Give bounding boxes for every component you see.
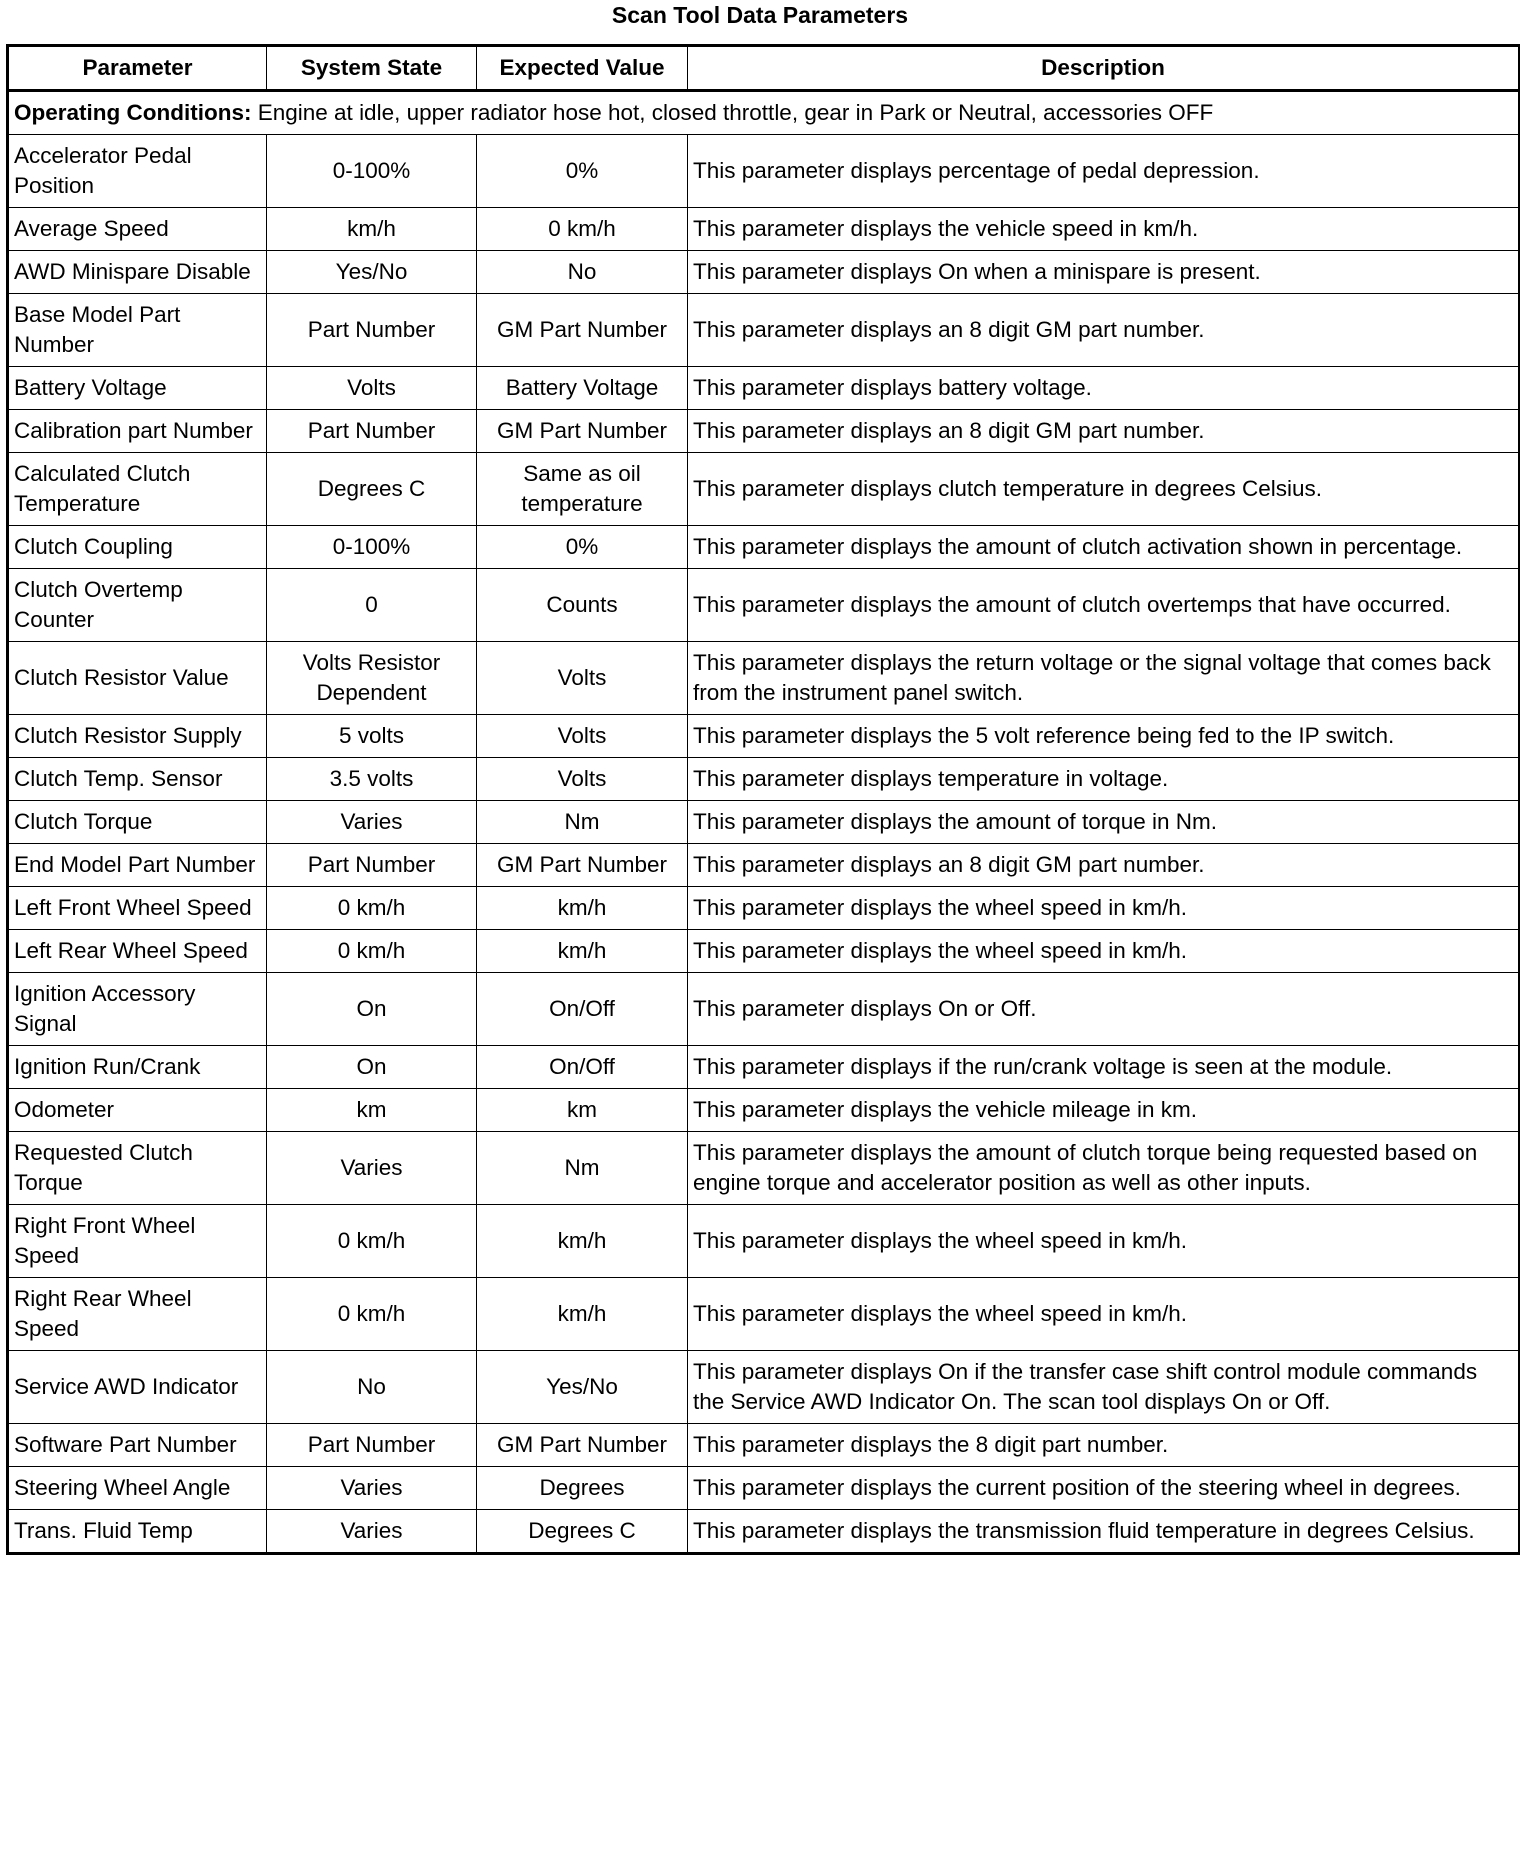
operating-conditions-label: Operating Conditions: bbox=[14, 100, 252, 125]
table-row bbox=[8, 1467, 1520, 1510]
system-state-cell: Varies bbox=[267, 801, 477, 844]
table-row bbox=[8, 135, 1520, 208]
system-state-cell: Part Number bbox=[267, 410, 477, 453]
parameter-cell: End Model Part Number bbox=[8, 844, 267, 887]
parameter-cell: Clutch Resistor Supply bbox=[8, 715, 267, 758]
parameter-cell: Clutch Temp. Sensor bbox=[8, 758, 267, 801]
system-state-cell: Volts bbox=[267, 367, 477, 410]
description-cell: This parameter displays an 8 digit GM part number. bbox=[688, 844, 1520, 887]
description-cell: This parameter displays the 5 volt reference being fed to the IP switch. bbox=[688, 715, 1520, 758]
table-row bbox=[8, 208, 1520, 251]
table-row bbox=[8, 642, 1520, 715]
table-row bbox=[8, 453, 1520, 526]
table-header-row bbox=[8, 46, 1520, 91]
parameter-cell: Left Front Wheel Speed bbox=[8, 887, 267, 930]
system-state-cell: 0-100% bbox=[267, 526, 477, 569]
table-row bbox=[8, 1510, 1520, 1554]
parameter-cell: Battery Voltage bbox=[8, 367, 267, 410]
description-cell: This parameter displays the vehicle mileage in km. bbox=[688, 1089, 1520, 1132]
description-cell: This parameter displays the amount of torque in Nm. bbox=[688, 801, 1520, 844]
table-row bbox=[8, 887, 1520, 930]
parameter-cell: Right Rear Wheel Speed bbox=[8, 1278, 267, 1351]
system-state-cell: 0 km/h bbox=[267, 1205, 477, 1278]
expected-value-cell: Counts bbox=[477, 569, 688, 642]
expected-value-cell: km/h bbox=[477, 1278, 688, 1351]
table-row bbox=[8, 1278, 1520, 1351]
table-row bbox=[8, 1424, 1520, 1467]
system-state-cell: 0 km/h bbox=[267, 930, 477, 973]
description-cell: This parameter displays an 8 digit GM part number. bbox=[688, 410, 1520, 453]
table-row bbox=[8, 973, 1520, 1046]
description-cell: This parameter displays if the run/crank voltage is seen at the module. bbox=[688, 1046, 1520, 1089]
header-expected-value: Expected Value bbox=[477, 46, 688, 91]
expected-value-cell: 0% bbox=[477, 526, 688, 569]
expected-value-cell: Volts bbox=[477, 715, 688, 758]
expected-value-cell: 0 km/h bbox=[477, 208, 688, 251]
expected-value-cell: No bbox=[477, 251, 688, 294]
system-state-cell: Part Number bbox=[267, 1424, 477, 1467]
expected-value-cell: GM Part Number bbox=[477, 294, 688, 367]
table-row bbox=[8, 569, 1520, 642]
parameter-cell: Right Front Wheel Speed bbox=[8, 1205, 267, 1278]
parameter-cell: Steering Wheel Angle bbox=[8, 1467, 267, 1510]
table-row bbox=[8, 294, 1520, 367]
header-parameter: Parameter bbox=[8, 46, 267, 91]
parameter-cell: Ignition Accessory Signal bbox=[8, 973, 267, 1046]
header-description: Description bbox=[688, 46, 1520, 91]
table-row bbox=[8, 526, 1520, 569]
parameter-cell: Average Speed bbox=[8, 208, 267, 251]
description-cell: This parameter displays the current position of the steering wheel in degrees. bbox=[688, 1467, 1520, 1510]
table-row bbox=[8, 1132, 1520, 1205]
expected-value-cell: GM Part Number bbox=[477, 844, 688, 887]
system-state-cell: Yes/No bbox=[267, 251, 477, 294]
expected-value-cell: Volts bbox=[477, 642, 688, 715]
table-row bbox=[8, 715, 1520, 758]
expected-value-cell: GM Part Number bbox=[477, 410, 688, 453]
description-cell: This parameter displays temperature in voltage. bbox=[688, 758, 1520, 801]
page-title: Scan Tool Data Parameters bbox=[611, 2, 909, 28]
system-state-cell: km/h bbox=[267, 208, 477, 251]
table-row bbox=[8, 1205, 1520, 1278]
system-state-cell: 0-100% bbox=[267, 135, 477, 208]
expected-value-cell: km/h bbox=[477, 930, 688, 973]
parameter-cell: Left Rear Wheel Speed bbox=[8, 930, 267, 973]
table-row bbox=[8, 1046, 1520, 1089]
expected-value-cell: 0% bbox=[477, 135, 688, 208]
system-state-cell: 5 volts bbox=[267, 715, 477, 758]
parameter-cell: Software Part Number bbox=[8, 1424, 267, 1467]
description-cell: This parameter displays clutch temperature in degrees Celsius. bbox=[688, 453, 1520, 526]
table-row bbox=[8, 251, 1520, 294]
system-state-cell: Part Number bbox=[267, 844, 477, 887]
table-row bbox=[8, 844, 1520, 887]
expected-value-cell: Nm bbox=[477, 1132, 688, 1205]
description-cell: This parameter displays percentage of pedal depression. bbox=[688, 135, 1520, 208]
header-system-state: System State bbox=[267, 46, 477, 91]
system-state-cell: No bbox=[267, 1351, 477, 1424]
description-cell: This parameter displays an 8 digit GM part number. bbox=[688, 294, 1520, 367]
parameter-cell: Requested Clutch Torque bbox=[8, 1132, 267, 1205]
description-cell: This parameter displays On or Off. bbox=[688, 973, 1520, 1046]
parameter-cell: Trans. Fluid Temp bbox=[8, 1510, 267, 1554]
system-state-cell: Varies bbox=[267, 1132, 477, 1205]
description-cell: This parameter displays the 8 digit part number. bbox=[688, 1424, 1520, 1467]
expected-value-cell: Same as oil temperature bbox=[477, 453, 688, 526]
expected-value-cell: Degrees C bbox=[477, 1510, 688, 1554]
system-state-cell: Varies bbox=[267, 1510, 477, 1554]
parameter-cell: Base Model Part Number bbox=[8, 294, 267, 367]
system-state-cell: 3.5 volts bbox=[267, 758, 477, 801]
expected-value-cell: km/h bbox=[477, 1205, 688, 1278]
parameter-cell: Ignition Run/Crank bbox=[8, 1046, 267, 1089]
expected-value-cell: km bbox=[477, 1089, 688, 1132]
description-cell: This parameter displays the wheel speed in km/h. bbox=[688, 1205, 1520, 1278]
expected-value-cell: Yes/No bbox=[477, 1351, 688, 1424]
description-cell: This parameter displays On when a minispare is present. bbox=[688, 251, 1520, 294]
description-cell: This parameter displays the transmission fluid temperature in degrees Celsius. bbox=[688, 1510, 1520, 1554]
parameter-cell: Clutch Overtemp Counter bbox=[8, 569, 267, 642]
scan-tool-data-table bbox=[6, 44, 1520, 1555]
system-state-cell: 0 km/h bbox=[267, 1278, 477, 1351]
system-state-cell: 0 km/h bbox=[267, 887, 477, 930]
expected-value-cell: Degrees bbox=[477, 1467, 688, 1510]
operating-conditions-row bbox=[8, 91, 1520, 135]
system-state-cell: On bbox=[267, 973, 477, 1046]
table-row bbox=[8, 801, 1520, 844]
system-state-cell: Varies bbox=[267, 1467, 477, 1510]
parameter-cell: Odometer bbox=[8, 1089, 267, 1132]
table-row bbox=[8, 758, 1520, 801]
table-row bbox=[8, 930, 1520, 973]
expected-value-cell: On/Off bbox=[477, 973, 688, 1046]
description-cell: This parameter displays the amount of clutch activation shown in percentage. bbox=[688, 526, 1520, 569]
system-state-cell: km bbox=[267, 1089, 477, 1132]
description-cell: This parameter displays the amount of clutch torque being requested based on engine torque and accelerator position as well as other inputs. bbox=[688, 1132, 1520, 1205]
expected-value-cell: GM Part Number bbox=[477, 1424, 688, 1467]
description-cell: This parameter displays the wheel speed in km/h. bbox=[688, 1278, 1520, 1351]
system-state-cell: Volts Resistor Dependent bbox=[267, 642, 477, 715]
table-row bbox=[8, 410, 1520, 453]
expected-value-cell: Volts bbox=[477, 758, 688, 801]
parameter-cell: AWD Minispare Disable bbox=[8, 251, 267, 294]
operating-conditions-text: Engine at idle, upper radiator hose hot, closed throttle, gear in Park or Neutral, accessories OFF bbox=[251, 100, 1214, 125]
description-cell: This parameter displays battery voltage. bbox=[688, 367, 1520, 410]
parameter-cell: Calculated Clutch Temperature bbox=[8, 453, 267, 526]
parameter-cell: Clutch Resistor Value bbox=[8, 642, 267, 715]
system-state-cell: 0 bbox=[267, 569, 477, 642]
table-row bbox=[8, 1089, 1520, 1132]
expected-value-cell: Nm bbox=[477, 801, 688, 844]
table-row bbox=[8, 367, 1520, 410]
parameter-cell: Service AWD Indicator bbox=[8, 1351, 267, 1424]
expected-value-cell: km/h bbox=[477, 887, 688, 930]
expected-value-cell: Battery Voltage bbox=[477, 367, 688, 410]
operating-conditions bbox=[8, 91, 1520, 135]
description-cell: This parameter displays the return voltage or the signal voltage that comes back from the instrument panel switch. bbox=[688, 642, 1520, 715]
description-cell: This parameter displays the wheel speed in km/h. bbox=[688, 887, 1520, 930]
expected-value-cell: On/Off bbox=[477, 1046, 688, 1089]
table-row bbox=[8, 1351, 1520, 1424]
description-cell: This parameter displays the vehicle speed in km/h. bbox=[688, 208, 1520, 251]
parameter-cell: Accelerator Pedal Position bbox=[8, 135, 267, 208]
parameter-cell: Clutch Coupling bbox=[8, 526, 267, 569]
description-cell: This parameter displays On if the transfer case shift control module commands the Service AWD Indicator On. The scan tool displays On or Off. bbox=[688, 1351, 1520, 1424]
system-state-cell: Degrees C bbox=[267, 453, 477, 526]
parameter-cell: Calibration part Number bbox=[8, 410, 267, 453]
description-cell: This parameter displays the amount of clutch overtemps that have occurred. bbox=[688, 569, 1520, 642]
system-state-cell: Part Number bbox=[267, 294, 477, 367]
parameter-cell: Clutch Torque bbox=[8, 801, 267, 844]
system-state-cell: On bbox=[267, 1046, 477, 1089]
description-cell: This parameter displays the wheel speed in km/h. bbox=[688, 930, 1520, 973]
